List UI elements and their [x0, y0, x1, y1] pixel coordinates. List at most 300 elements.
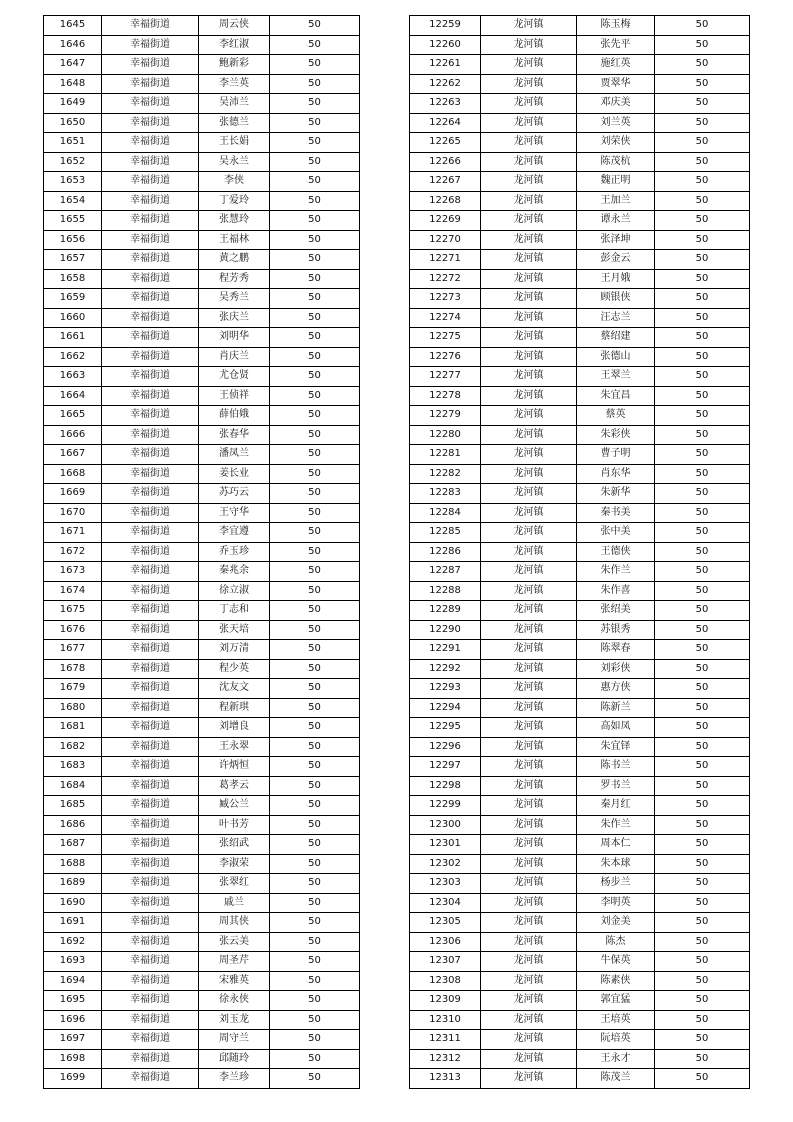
table-row	[44, 581, 360, 601]
district-cell: 幸福街道	[102, 172, 199, 192]
row-number-cell: 1695	[44, 991, 102, 1011]
amount-cell: 50	[655, 718, 750, 738]
table-row	[44, 484, 360, 504]
table-row	[44, 835, 360, 855]
table-row	[410, 601, 750, 621]
district-cell: 龙河镇	[481, 737, 577, 757]
row-number-cell: 12289	[410, 601, 481, 621]
right-table	[409, 15, 750, 1089]
district-cell: 龙河镇	[481, 74, 577, 94]
amount-cell: 50	[270, 952, 360, 972]
name-cell: 乔玉珍	[199, 542, 270, 562]
amount-cell: 50	[270, 269, 360, 289]
table-row	[410, 191, 750, 211]
row-number-cell: 12276	[410, 347, 481, 367]
amount-cell: 50	[655, 1030, 750, 1050]
table-row	[44, 152, 360, 172]
district-cell: 龙河镇	[481, 230, 577, 250]
name-cell: 刘荣侠	[577, 133, 655, 153]
amount-cell: 50	[655, 386, 750, 406]
name-cell: 陈新兰	[577, 698, 655, 718]
row-number-cell: 1665	[44, 406, 102, 426]
amount-cell: 50	[270, 250, 360, 270]
table-row	[410, 796, 750, 816]
row-number-cell: 12294	[410, 698, 481, 718]
district-cell: 幸福街道	[102, 55, 199, 75]
row-number-cell: 1668	[44, 464, 102, 484]
name-cell: 朱作兰	[577, 815, 655, 835]
name-cell: 苏巧云	[199, 484, 270, 504]
table-row	[44, 35, 360, 55]
row-number-cell: 1690	[44, 893, 102, 913]
row-number-cell: 12272	[410, 269, 481, 289]
name-cell: 丁志和	[199, 601, 270, 621]
name-cell: 周其侠	[199, 913, 270, 933]
amount-cell: 50	[270, 308, 360, 328]
row-number-cell: 1667	[44, 445, 102, 465]
row-number-cell: 1691	[44, 913, 102, 933]
row-number-cell: 12297	[410, 757, 481, 777]
district-cell: 龙河镇	[481, 289, 577, 309]
table-row	[410, 16, 750, 36]
name-cell: 刘万清	[199, 640, 270, 660]
table-row	[44, 425, 360, 445]
name-cell: 张中美	[577, 523, 655, 543]
name-cell: 陈素侠	[577, 971, 655, 991]
row-number-cell: 12273	[410, 289, 481, 309]
district-cell: 龙河镇	[481, 1010, 577, 1030]
district-cell: 龙河镇	[481, 250, 577, 270]
row-number-cell: 12295	[410, 718, 481, 738]
amount-cell: 50	[270, 640, 360, 660]
name-cell: 周云侠	[199, 16, 270, 36]
row-number-cell: 12279	[410, 406, 481, 426]
district-cell: 龙河镇	[481, 796, 577, 816]
district-cell: 龙河镇	[481, 464, 577, 484]
row-number-cell: 1698	[44, 1049, 102, 1069]
name-cell: 牛保英	[577, 952, 655, 972]
table-row	[410, 971, 750, 991]
table-row	[44, 971, 360, 991]
name-cell: 朱作兰	[577, 562, 655, 582]
table-row	[410, 913, 750, 933]
district-cell: 幸福街道	[102, 16, 199, 36]
name-cell: 李红淑	[199, 35, 270, 55]
amount-cell: 50	[655, 74, 750, 94]
row-number-cell: 12267	[410, 172, 481, 192]
row-number-cell: 1648	[44, 74, 102, 94]
row-number-cell: 1677	[44, 640, 102, 660]
left-table	[43, 15, 360, 1089]
amount-cell: 50	[270, 230, 360, 250]
table-row	[410, 113, 750, 133]
name-cell: 陈翠春	[577, 640, 655, 660]
district-cell: 龙河镇	[481, 191, 577, 211]
district-cell: 龙河镇	[481, 562, 577, 582]
name-cell: 吴沛兰	[199, 94, 270, 114]
name-cell: 鲍新彩	[199, 55, 270, 75]
amount-cell: 50	[655, 698, 750, 718]
amount-cell: 50	[270, 55, 360, 75]
table-row	[410, 581, 750, 601]
table-row	[44, 269, 360, 289]
row-number-cell: 12310	[410, 1010, 481, 1030]
table-row	[410, 1030, 750, 1050]
row-number-cell: 12283	[410, 484, 481, 504]
district-cell: 幸福街道	[102, 562, 199, 582]
amount-cell: 50	[270, 601, 360, 621]
amount-cell: 50	[270, 562, 360, 582]
row-number-cell: 12287	[410, 562, 481, 582]
amount-cell: 50	[655, 211, 750, 231]
row-number-cell: 1689	[44, 874, 102, 894]
amount-cell: 50	[655, 113, 750, 133]
table-row	[410, 893, 750, 913]
name-cell: 高如凤	[577, 718, 655, 738]
amount-cell: 50	[270, 542, 360, 562]
amount-cell: 50	[270, 1049, 360, 1069]
row-number-cell: 1663	[44, 367, 102, 387]
row-number-cell: 1657	[44, 250, 102, 270]
amount-cell: 50	[270, 94, 360, 114]
name-cell: 阮培英	[577, 1030, 655, 1050]
name-cell: 李明英	[577, 893, 655, 913]
name-cell: 谭永兰	[577, 211, 655, 231]
table-row	[410, 523, 750, 543]
table-row	[44, 464, 360, 484]
row-number-cell: 12291	[410, 640, 481, 660]
row-number-cell: 1649	[44, 94, 102, 114]
amount-cell: 50	[270, 776, 360, 796]
row-number-cell: 12260	[410, 35, 481, 55]
name-cell: 陈杰	[577, 932, 655, 952]
amount-cell: 50	[270, 367, 360, 387]
district-cell: 幸福街道	[102, 1010, 199, 1030]
name-cell: 臧公兰	[199, 796, 270, 816]
district-cell: 幸福街道	[102, 211, 199, 231]
row-number-cell: 12278	[410, 386, 481, 406]
table-row	[44, 74, 360, 94]
name-cell: 张德山	[577, 347, 655, 367]
amount-cell: 50	[270, 854, 360, 874]
row-number-cell: 1662	[44, 347, 102, 367]
district-cell: 龙河镇	[481, 94, 577, 114]
table-row	[410, 269, 750, 289]
district-cell: 幸福街道	[102, 1030, 199, 1050]
table-row	[410, 718, 750, 738]
table-row	[410, 815, 750, 835]
row-number-cell: 1674	[44, 581, 102, 601]
name-cell: 李兰英	[199, 74, 270, 94]
row-number-cell: 12261	[410, 55, 481, 75]
row-number-cell: 12274	[410, 308, 481, 328]
table-row	[410, 562, 750, 582]
amount-cell: 50	[655, 562, 750, 582]
name-cell: 惠方侠	[577, 679, 655, 699]
table-row	[44, 952, 360, 972]
district-cell: 龙河镇	[481, 35, 577, 55]
district-cell: 幸福街道	[102, 152, 199, 172]
row-number-cell: 12284	[410, 503, 481, 523]
district-cell: 幸福街道	[102, 757, 199, 777]
table-row	[44, 328, 360, 348]
table-row	[410, 484, 750, 504]
row-number-cell: 12277	[410, 367, 481, 387]
table-row	[410, 289, 750, 309]
table-row	[44, 991, 360, 1011]
name-cell: 黄之鹏	[199, 250, 270, 270]
district-cell: 龙河镇	[481, 308, 577, 328]
table-row	[410, 172, 750, 192]
table-row	[410, 386, 750, 406]
district-cell: 龙河镇	[481, 932, 577, 952]
row-number-cell: 1653	[44, 172, 102, 192]
district-cell: 幸福街道	[102, 113, 199, 133]
district-cell: 龙河镇	[481, 640, 577, 660]
district-cell: 龙河镇	[481, 659, 577, 679]
table-row	[410, 776, 750, 796]
row-number-cell: 1656	[44, 230, 102, 250]
row-number-cell: 12265	[410, 133, 481, 153]
row-number-cell: 12270	[410, 230, 481, 250]
name-cell: 魏正明	[577, 172, 655, 192]
table-row	[44, 1030, 360, 1050]
amount-cell: 50	[655, 367, 750, 387]
amount-cell: 50	[270, 1030, 360, 1050]
row-number-cell: 1646	[44, 35, 102, 55]
table-row	[44, 640, 360, 660]
row-number-cell: 12288	[410, 581, 481, 601]
name-cell: 朱彩侠	[577, 425, 655, 445]
table-row	[44, 55, 360, 75]
row-number-cell: 12263	[410, 94, 481, 114]
row-number-cell: 1652	[44, 152, 102, 172]
name-cell: 张泽坤	[577, 230, 655, 250]
table-row	[44, 1049, 360, 1069]
district-cell: 幸福街道	[102, 289, 199, 309]
row-number-cell: 12304	[410, 893, 481, 913]
row-number-cell: 1680	[44, 698, 102, 718]
name-cell: 邱随玲	[199, 1049, 270, 1069]
table-row	[410, 133, 750, 153]
amount-cell: 50	[655, 425, 750, 445]
table-row	[44, 191, 360, 211]
table-row	[410, 328, 750, 348]
name-cell: 张云美	[199, 932, 270, 952]
table-row	[44, 659, 360, 679]
name-cell: 杨步兰	[577, 874, 655, 894]
amount-cell: 50	[655, 269, 750, 289]
table-row	[410, 620, 750, 640]
amount-cell: 50	[270, 971, 360, 991]
amount-cell: 50	[270, 659, 360, 679]
name-cell: 沈友文	[199, 679, 270, 699]
amount-cell: 50	[270, 893, 360, 913]
table-row	[44, 308, 360, 328]
amount-cell: 50	[270, 796, 360, 816]
amount-cell: 50	[270, 74, 360, 94]
district-cell: 幸福街道	[102, 1049, 199, 1069]
row-number-cell: 1655	[44, 211, 102, 231]
name-cell: 刘金美	[577, 913, 655, 933]
district-cell: 龙河镇	[481, 835, 577, 855]
district-cell: 幸福街道	[102, 74, 199, 94]
district-cell: 龙河镇	[481, 815, 577, 835]
amount-cell: 50	[270, 133, 360, 153]
district-cell: 幸福街道	[102, 425, 199, 445]
table-row	[410, 152, 750, 172]
row-number-cell: 12292	[410, 659, 481, 679]
district-cell: 龙河镇	[481, 620, 577, 640]
district-cell: 龙河镇	[481, 113, 577, 133]
district-cell: 幸福街道	[102, 308, 199, 328]
row-number-cell: 1682	[44, 737, 102, 757]
table-row	[410, 1010, 750, 1030]
amount-cell: 50	[270, 1069, 360, 1089]
table-row	[410, 94, 750, 114]
amount-cell: 50	[270, 152, 360, 172]
row-number-cell: 12312	[410, 1049, 481, 1069]
amount-cell: 50	[655, 503, 750, 523]
district-cell: 龙河镇	[481, 523, 577, 543]
district-cell: 幸福街道	[102, 620, 199, 640]
district-cell: 龙河镇	[481, 406, 577, 426]
district-cell: 幸福街道	[102, 776, 199, 796]
row-number-cell: 12282	[410, 464, 481, 484]
district-cell: 幸福街道	[102, 913, 199, 933]
amount-cell: 50	[270, 386, 360, 406]
district-cell: 龙河镇	[481, 952, 577, 972]
district-cell: 幸福街道	[102, 191, 199, 211]
amount-cell: 50	[270, 581, 360, 601]
row-number-cell: 1685	[44, 796, 102, 816]
amount-cell: 50	[270, 406, 360, 426]
row-number-cell: 1688	[44, 854, 102, 874]
amount-cell: 50	[655, 679, 750, 699]
row-number-cell: 12313	[410, 1069, 481, 1089]
table-row	[410, 1049, 750, 1069]
table-row	[44, 620, 360, 640]
amount-cell: 50	[655, 230, 750, 250]
row-number-cell: 12306	[410, 932, 481, 952]
amount-cell: 50	[655, 815, 750, 835]
district-cell: 幸福街道	[102, 737, 199, 757]
amount-cell: 50	[655, 191, 750, 211]
row-number-cell: 12300	[410, 815, 481, 835]
row-number-cell: 1678	[44, 659, 102, 679]
row-number-cell: 1684	[44, 776, 102, 796]
district-cell: 龙河镇	[481, 367, 577, 387]
row-number-cell: 1673	[44, 562, 102, 582]
name-cell: 王月娥	[577, 269, 655, 289]
table-row	[44, 386, 360, 406]
district-cell: 龙河镇	[481, 152, 577, 172]
name-cell: 李淑荣	[199, 854, 270, 874]
district-cell: 幸福街道	[102, 971, 199, 991]
table-row	[410, 211, 750, 231]
name-cell: 宋雅英	[199, 971, 270, 991]
amount-cell: 50	[270, 289, 360, 309]
amount-cell: 50	[655, 542, 750, 562]
table-row	[44, 874, 360, 894]
name-cell: 王永才	[577, 1049, 655, 1069]
row-number-cell: 1669	[44, 484, 102, 504]
name-cell: 张天培	[199, 620, 270, 640]
name-cell: 葛孝云	[199, 776, 270, 796]
district-cell: 幸福街道	[102, 328, 199, 348]
row-number-cell: 12266	[410, 152, 481, 172]
name-cell: 张慧玲	[199, 211, 270, 231]
name-cell: 许炳恒	[199, 757, 270, 777]
amount-cell: 50	[655, 971, 750, 991]
table-row	[44, 367, 360, 387]
name-cell: 朱本球	[577, 854, 655, 874]
district-cell: 龙河镇	[481, 679, 577, 699]
name-cell: 戚兰	[199, 893, 270, 913]
amount-cell: 50	[655, 523, 750, 543]
row-number-cell: 1699	[44, 1069, 102, 1089]
row-number-cell: 12286	[410, 542, 481, 562]
name-cell: 秦月红	[577, 796, 655, 816]
amount-cell: 50	[270, 874, 360, 894]
district-cell: 幸福街道	[102, 367, 199, 387]
name-cell: 蔡绍建	[577, 328, 655, 348]
district-cell: 幸福街道	[102, 35, 199, 55]
name-cell: 曹子明	[577, 445, 655, 465]
name-cell: 张先平	[577, 35, 655, 55]
name-cell: 贾翠华	[577, 74, 655, 94]
name-cell: 王培英	[577, 1010, 655, 1030]
name-cell: 朱作喜	[577, 581, 655, 601]
district-cell: 龙河镇	[481, 854, 577, 874]
table-row	[44, 16, 360, 36]
district-cell: 幸福街道	[102, 835, 199, 855]
district-cell: 幸福街道	[102, 893, 199, 913]
table-row	[44, 932, 360, 952]
row-number-cell: 12280	[410, 425, 481, 445]
name-cell: 张翠红	[199, 874, 270, 894]
district-cell: 幸福街道	[102, 932, 199, 952]
row-number-cell: 12309	[410, 991, 481, 1011]
table-row	[44, 211, 360, 231]
amount-cell: 50	[270, 113, 360, 133]
row-number-cell: 1676	[44, 620, 102, 640]
district-cell: 幸福街道	[102, 503, 199, 523]
name-cell: 吴永兰	[199, 152, 270, 172]
district-cell: 龙河镇	[481, 757, 577, 777]
district-cell: 龙河镇	[481, 718, 577, 738]
district-cell: 幸福街道	[102, 445, 199, 465]
table-row	[410, 367, 750, 387]
district-cell: 龙河镇	[481, 269, 577, 289]
row-number-cell: 1660	[44, 308, 102, 328]
table-row	[44, 737, 360, 757]
table-row	[410, 757, 750, 777]
table-row	[410, 55, 750, 75]
district-cell: 龙河镇	[481, 874, 577, 894]
row-number-cell: 12302	[410, 854, 481, 874]
name-cell: 王加兰	[577, 191, 655, 211]
row-number-cell: 1679	[44, 679, 102, 699]
amount-cell: 50	[270, 620, 360, 640]
amount-cell: 50	[270, 815, 360, 835]
name-cell: 朱宜铎	[577, 737, 655, 757]
row-number-cell: 12303	[410, 874, 481, 894]
amount-cell: 50	[270, 484, 360, 504]
name-cell: 陈茂杭	[577, 152, 655, 172]
table-row	[44, 854, 360, 874]
district-cell: 幸福街道	[102, 523, 199, 543]
